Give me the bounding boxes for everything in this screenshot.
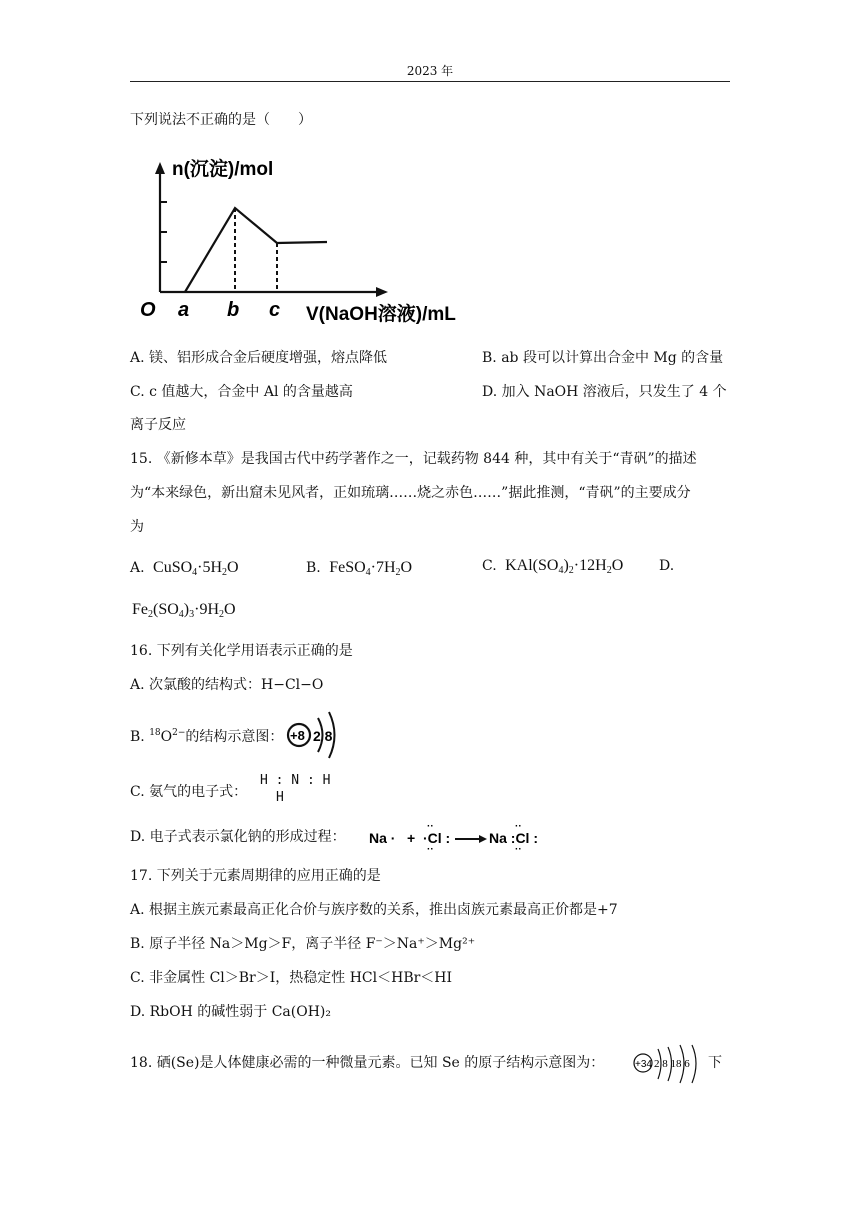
q15-option-c (482, 556, 623, 577)
se-nucleus-charge: +34 (635, 1059, 652, 1070)
se-shell-arc-4 (692, 1045, 696, 1083)
q14-stem: 下列说法不正确的是（ ） (130, 112, 312, 128)
nacl-formation-diagram (367, 820, 547, 854)
chlorine-dots: ·Cl : (423, 830, 451, 846)
y-axis-label: n(沉淀)/mol (172, 159, 274, 180)
nucleus-charge: +8 (290, 728, 305, 743)
nacl-product: Na :Cl : (489, 830, 538, 846)
precipitate-graph (130, 150, 530, 330)
q16-stem: 16. 下列有关化学用语表示正确的是 (130, 643, 353, 659)
x-axis-arrow (376, 287, 388, 297)
q16-option-c: C. 氨气的电子式： (130, 784, 248, 800)
q15-option-b (306, 558, 412, 579)
q17-stem: 17. 下列关于元素周期律的应用正确的是 (130, 868, 381, 884)
q16-option-d: D. 电子式表示氯化钠的形成过程： (130, 829, 346, 845)
ammonia-electron-formula: H : N : H (260, 773, 331, 788)
origin-label: O (140, 299, 156, 321)
precipitate-curve (185, 208, 327, 292)
mass-number: 18 (149, 728, 161, 738)
ion-charge: 2− (172, 728, 186, 738)
point-c-label: c (269, 299, 281, 321)
q15-option-d-letter: D. (659, 558, 675, 574)
q15-option-b-letter: B. (306, 560, 321, 576)
q16-option-b (130, 728, 283, 746)
selenium-atom-diagram (632, 1043, 704, 1087)
point-b-label: b (227, 299, 240, 321)
q15-formula-b: $FeSO_4\cdot 7H_2O$ (325, 559, 413, 578)
shell-electrons: 2 8 (313, 728, 333, 744)
oxygen-ion-diagram (285, 708, 355, 764)
q17-option-b: B. 原子半径 Na＞Mg＞F，离子半径 F⁻＞Na⁺＞Mg²⁺ (130, 936, 476, 952)
q15-option-c-letter: C. (482, 558, 497, 574)
sodium-dot: Na · (369, 830, 396, 846)
q14-option-c: C. c 值越大，合金中 Al 的含量越高 (130, 384, 353, 400)
point-a-label: a (178, 299, 190, 321)
x-axis-label: V(NaOH溶液)/mL (306, 304, 456, 325)
reaction-arrowhead (479, 835, 487, 843)
q16-option-b-letter: B. (130, 729, 150, 745)
q14-option-a: A. 镁、铝形成合金后硬度增强，熔点降低 (130, 350, 388, 366)
q15-formula-a: $CuSO_4\cdot 5H_2O$ (149, 559, 239, 578)
y-axis-arrow (155, 162, 165, 174)
page-header-year: 2023 年 (406, 64, 454, 78)
q16-option-a: A. 次氯酸的结构式：H−Cl−O (130, 677, 324, 693)
q15-line-2: 为“本来绿色，新出窟未见风者，正如琉璃……烧之赤色……”据此推测，“青矾”的主要成分 (130, 485, 691, 501)
q15-option-a (130, 558, 239, 579)
q16-option-b-text: 的结构示意图： (185, 729, 284, 745)
q17-option-c: C. 非金属性 Cl＞Br＞I，热稳定性 HCl＜HBr＜HI (130, 970, 453, 986)
q15-line-3: 为 (130, 519, 144, 535)
q18-tail: 下 (708, 1055, 722, 1071)
chlorine-dots-bottom: ·· (427, 844, 434, 854)
q15-option-a-letter: A. (130, 560, 145, 576)
q14-option-d-cont: 离子反应 (130, 417, 186, 433)
se-shell-electrons: 2 8 18 6 (654, 1058, 690, 1070)
product-dots-bottom: ·· (515, 844, 522, 854)
q17-option-d: D. RbOH 的碱性弱于 Ca(OH)₂ (130, 1004, 331, 1020)
q17-option-a: A. 根据主族元素最高正化合价与族序数的关系，推出卤族元素最高正价都是+7 (130, 902, 618, 918)
q18-text: 18. 硒(Se)是人体健康必需的一种微量元素。已知 Se 的原子结构示意图为： (130, 1055, 605, 1071)
q15-line-1: 15. 《新修本草》是我国古代中药学著作之一，记载药物 844 种，其中有关于“青矾”的描述 (130, 451, 697, 467)
ammonia-lone-h: H (276, 790, 284, 805)
q15-formula-c: $KAl(SO_4)_2\cdot 12H_2O$ (501, 557, 624, 576)
plus-sign: + (407, 830, 416, 846)
chlorine-dots-top: ·· (427, 821, 434, 832)
product-dots-top: ·· (515, 821, 522, 832)
q14-option-b: B. ab 段可以计算出合金中 Mg 的含量 (482, 350, 724, 366)
header-divider (130, 81, 730, 82)
oxygen-symbol: O (160, 729, 173, 745)
q14-option-d: D. 加入 NaOH 溶液后，只发生了 4 个 (482, 384, 727, 400)
q15-formula-d: $Fe_2(SO_4)_3\cdot 9H_2O$ (132, 601, 236, 620)
